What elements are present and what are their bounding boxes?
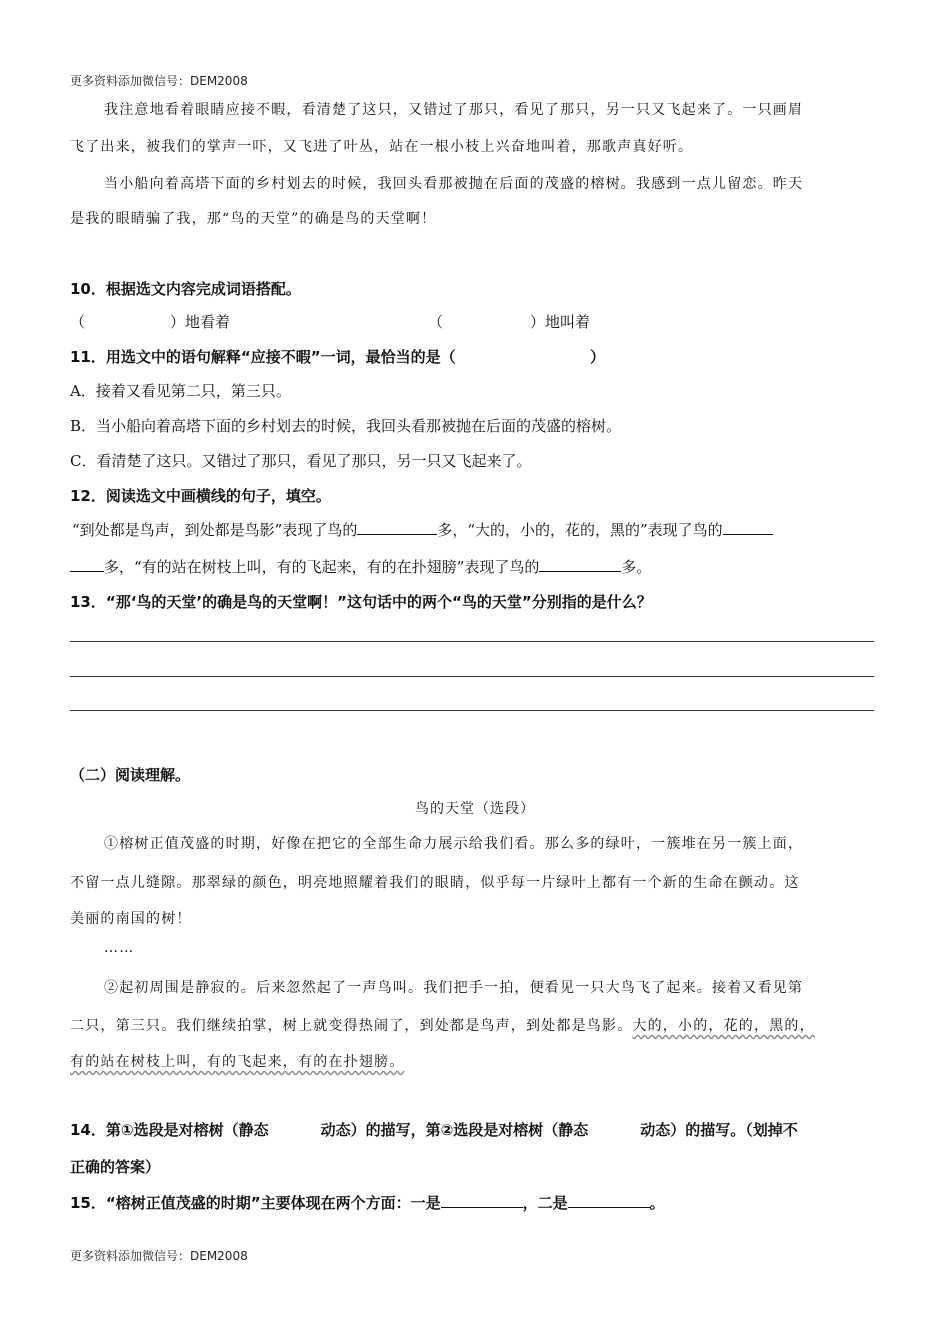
answer-blank[interactable] <box>441 1193 523 1208</box>
q11-option-b: B．当小船向着高塔下面的乡村划去的时候，我回头看那被抛在后面的茂盛的榕树。 <box>70 417 622 435</box>
q14-text: 动态）的描写，第②选段是对榕树（静态 <box>320 1121 589 1139</box>
q14-text: 14．第①选段是对榕树（静态 <box>70 1121 269 1139</box>
answer-line[interactable] <box>70 710 874 711</box>
passage-line: 飞了出来，被我们的掌声一吓，又飞进了叶丛，站在一根小枝上兴奋地叫着，那歌声真好听。 <box>70 139 694 155</box>
q15-text: 15．“榕树正值茂盛的时期”主要体现在两个方面：一是 <box>70 1194 441 1212</box>
answer-blank[interactable] <box>357 520 437 535</box>
question-14-line-2: 正确的答案） <box>70 1158 161 1176</box>
section-2-heading: （二）阅读理解。 <box>70 766 191 784</box>
passage-line: 我注意地看着眼睛应接不暇，看清楚了这只，又错过了那只，看见了那只，另一只又飞起来了。一只画眉 <box>104 102 804 118</box>
question-15 <box>70 1192 665 1213</box>
q12-text: “到处都是鸟声，到处都是鸟影”表现了鸟的 <box>72 521 358 539</box>
answer-blank[interactable] <box>723 520 773 535</box>
q12-line-2 <box>70 556 651 577</box>
q15-text: ，二是 <box>522 1194 568 1212</box>
q11-option-a: A．接着又看见第二只，第三只。 <box>70 382 291 400</box>
q12-text: 多，“大的，小的，花的，黑的”表现了鸟的 <box>437 521 723 539</box>
question-10-title: 10．根据选文内容完成词语搭配。 <box>70 280 301 298</box>
answer-blank[interactable] <box>568 1193 650 1208</box>
passage-line: 是我的眼睛骗了我，那“鸟的天堂”的确是鸟的天堂啊！ <box>70 211 437 227</box>
q10-open-a: （ <box>70 313 86 331</box>
question-12-title: 12．阅读选文中画横线的句子，填空。 <box>70 487 331 505</box>
q12-text: 多。 <box>621 558 652 576</box>
passage-line: 当小船向着高塔下面的乡村划去的时候，我回头看那被抛在后面的茂盛的榕树。我感到一点儿留恋。昨天 <box>104 176 804 192</box>
passage-line <box>70 1015 815 1035</box>
q15-text: 。 <box>649 1194 665 1212</box>
passage-title: 鸟的天堂（选段） <box>415 801 535 817</box>
passage-line <box>70 1051 404 1071</box>
page-header: 更多资料添加微信号：DEM2008 <box>70 74 248 88</box>
passage-line: 美丽的南国的树！ <box>70 911 192 927</box>
question-14-line-1 <box>70 1119 798 1140</box>
answer-blank[interactable] <box>539 557 621 572</box>
answer-line[interactable] <box>70 676 874 677</box>
wavy-underlined-text: 大的，小的，花的，黑的， <box>632 1018 815 1034</box>
wavy-underlined-text: 有的站在树枝上叫，有的飞起来，有的在扑翅膀。 <box>70 1054 405 1070</box>
q12-text: 多，“有的站在树枝上叫，有的飞起来，有的在扑翅膀”表现了鸟的 <box>104 558 540 576</box>
passage-text: 二只，第三只。我们继续拍掌，树上就变得热闹了，到处都是鸟声，到处都是鸟影。 <box>70 1018 633 1034</box>
answer-blank[interactable] <box>70 557 104 572</box>
passage-line: ①榕树正值茂盛的时期，好像在把它的全部生命力展示给我们看。那么多的绿叶，一簇堆在另一簇上面， <box>104 836 804 852</box>
passage-line: ②起初周围是静寂的。后来忽然起了一声鸟叫。我们把手一拍，便看见一只大鸟飞了起来。接着又看见第 <box>104 980 804 996</box>
q10-close-b: ）地叫着 <box>530 313 591 331</box>
q14-text: 动态）的描写。（划掉不 <box>640 1121 798 1139</box>
page-footer: 更多资料添加微信号：DEM2008 <box>70 1249 248 1263</box>
question-11-title-close: ） <box>590 348 606 366</box>
passage-line: 不留一点儿缝隙。那翠绿的颜色，明亮地照耀着我们的眼睛，似乎每一片绿叶上都有一个新的生命在颤动。这 <box>70 875 800 891</box>
question-13-title: 13．“那‘鸟的天堂’的确是鸟的天堂啊！”这句话中的两个“鸟的天堂”分别指的是什么？ <box>70 593 652 611</box>
answer-line[interactable] <box>70 641 874 642</box>
q12-line-1 <box>72 519 773 540</box>
question-11-title: 11．用选文中的语句解释“应接不暇”一词，最恰当的是（ <box>70 348 456 366</box>
ellipsis: …… <box>104 940 135 956</box>
q10-close-a: ）地看着 <box>170 313 231 331</box>
q10-open-b: （ <box>428 313 444 331</box>
q11-option-c: C．看清楚了这只。又错过了那只，看见了那只，另一只又飞起来了。 <box>70 452 532 470</box>
